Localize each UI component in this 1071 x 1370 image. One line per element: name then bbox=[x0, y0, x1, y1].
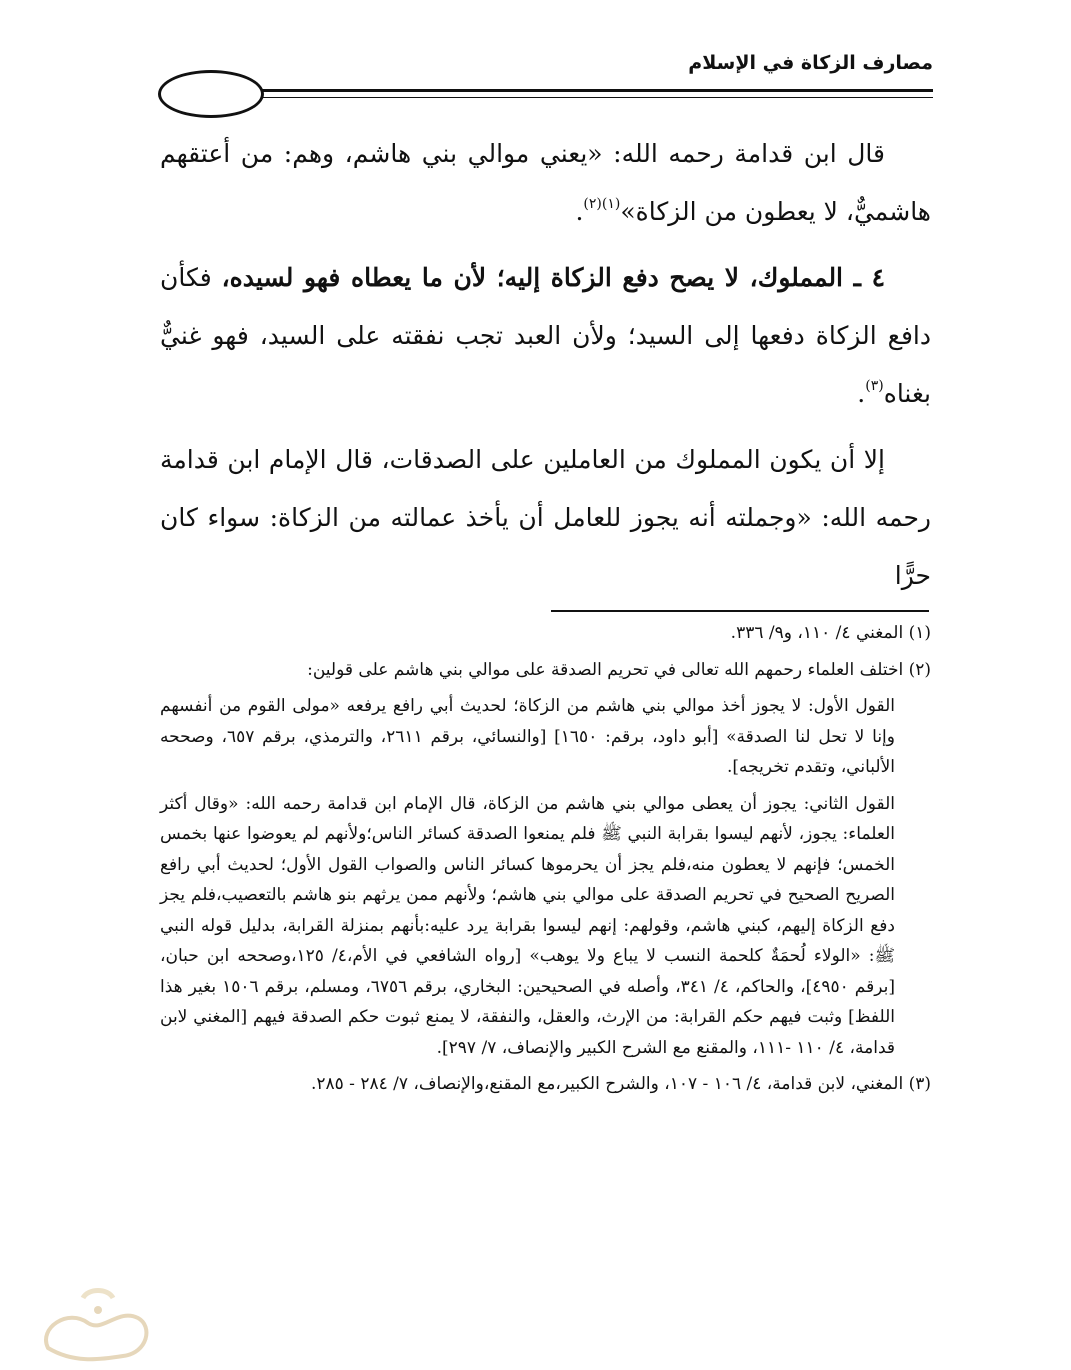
footnote-1: (١) المغني ٤/ ١١٠، و٩/ ٣٣٦. bbox=[730, 623, 931, 643]
numbered-heading-run: ٤ ـ المملوك، لا يصح دفع الزكاة إليه؛ لأن ما يعطاه فهو لسيده، bbox=[221, 263, 886, 292]
paragraph-text: إلا أن يكون المملوك من العاملين على الصدقات، قال الإمام ابن قدامة رحمه الله: «وجملته أنه يجوز للعامل أن يأخذ عمالته من الزكاة: سواء كان حرًّا bbox=[160, 445, 931, 590]
paragraph-text: فكأن دافع الزكاة دفعها إلى السيد؛ ولأن العبد تجب نفقته على السيد، فهو غنيٌّ بغناه bbox=[160, 263, 931, 408]
footnote-ref-3[interactable]: (٣) bbox=[865, 378, 884, 394]
paragraph-text: قال ابن قدامة رحمه الله: «يعني موالي بني هاشم، وهم: من أعتقهم هاشميٌّ، لا يعطون من الزكاة» bbox=[160, 139, 931, 226]
paragraph-end: . bbox=[575, 197, 584, 226]
footnote-ref-1[interactable]: (١) bbox=[601, 196, 621, 212]
footnotes bbox=[160, 618, 931, 1100]
footnote-3: (٣) المغني، لابن قدامة، ٤/ ١٠٦ - ١٠٧، والشرح الكبير،مع المقنع،والإنصاف، ٧/ ٢٨٤ - ٢٨٥. bbox=[310, 1074, 931, 1094]
running-header-title: مصارف الزكاة في الإسلام bbox=[688, 52, 933, 74]
footnote-separator bbox=[551, 610, 929, 612]
page-number-oval bbox=[158, 70, 264, 118]
footnote-ref-2[interactable]: (٢) bbox=[583, 196, 602, 212]
page-header bbox=[0, 0, 1071, 120]
paragraph-end: . bbox=[857, 379, 866, 408]
paragraph-amil bbox=[160, 431, 931, 605]
header-rule-thin bbox=[225, 97, 933, 98]
paragraph-mamluk bbox=[160, 249, 931, 423]
footnote-2-intro: (٢) اختلف العلماء رحمهم الله تعالى في تحريم الصدقة على موالي بني هاشم على قولين: bbox=[307, 659, 931, 680]
footnote-2-first-opinion: القول الأول: لا يجوز أخذ موالي بني هاشم من الزكاة؛ لحديث أبي رافع يرفعه «مولى القوم من أنفسهم وإنا لا تحل لنا الصدقة» [أبو داود، برقم: ١٦٥٠] [والنسائي، برقم ٢٦١١، والترمذي، برقم ٦٥٧، وصححه الألباني، وتقدم تخريجه]. bbox=[160, 696, 895, 777]
header-rule-thick bbox=[225, 89, 933, 92]
publisher-logo-watermark bbox=[28, 1268, 168, 1368]
paragraph-quote-ibn-qudama bbox=[160, 125, 931, 241]
main-text bbox=[160, 125, 931, 605]
footnote-2-second-opinion: القول الثاني: يجوز أن يعطى موالي بني هاشم من الزكاة، قال الإمام ابن قدامة رحمه الله: «وقال أكثر العلماء: يجوز، لأنهم ليسوا بقرابة النبي ﷺ فلم يمنعوا الصدقة كسائر الناس؛ولأنهم لم يعوضوا عنها بخمس الخمس؛ فإنهم لا يعطون منه،فلم يجز أن يحرموها كسائر الناس والصواب القول الأول؛ لحديث أبي رافع الصريح الصحيح في تحريم الصدقة على موالي بني هاشم؛ ولأنهم ممن يرثهم بنو هاشم بالتعصيب،فلم يجز دفع الزكاة إليهم، كبني هاشم، وقولهم: إنهم ليسوا بقرابة يرد عليه:بأنهم بمنزلة القرابة، بدليل قوله النبي ﷺ: «الولاء لُحمَةٌ كلحمة النسب لا يباع ولا يوهب» [رواه الشافعي في الأم،٤/ ١٢٥،وصححه ابن حبان،[برقم ٤٩٥٠]، والحاكم، ٤/ ٣٤١، وأصله في الصحيحين: البخاري، برقم ٦٧٥٦، ومسلم، برقم ١٥٠٦ بغير هذا اللفظ] وثبت فيهم حكم القرابة: من الإرث، والعقل، والنفقة، لا يمنع ثبوت حكم الصدقة فيهم [المغني لابن قدامة، ٤/ ١١٠ -١١١، والمقنع مع الشرح الكبير والإنصاف، ٧/ ٢٩٧]. bbox=[160, 793, 895, 1058]
